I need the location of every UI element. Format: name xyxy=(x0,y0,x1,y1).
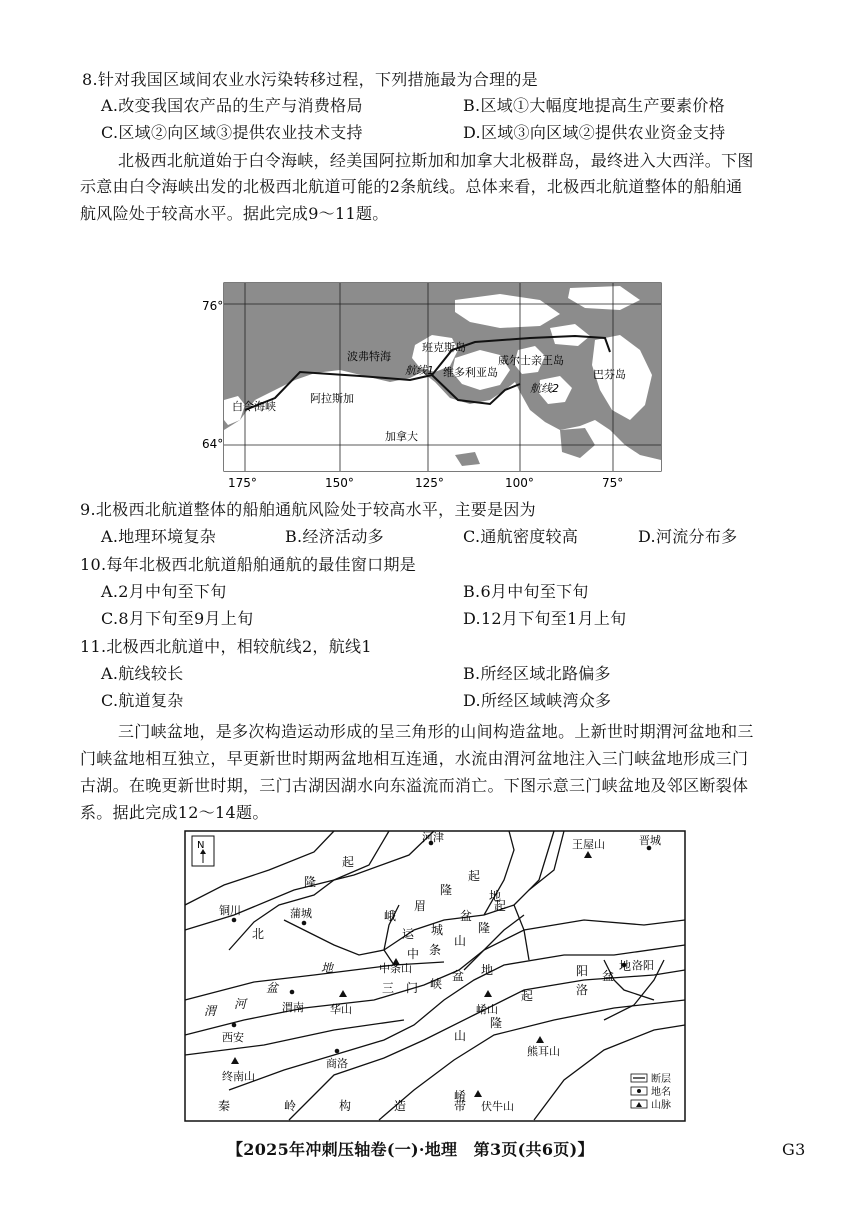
prince-of-wales-island-label: 威尔士亲王岛 xyxy=(498,354,564,367)
legend-place-label: 地名 xyxy=(651,1087,671,1098)
northwest-passage-map xyxy=(200,280,670,490)
region-zt-long-char: 隆 xyxy=(478,921,491,935)
lat-64-label: 64° xyxy=(202,437,224,451)
q8-stem: 8.针对我国区域间农业水污染转移过程，下列措施最为合理的是 xyxy=(82,70,538,89)
region-zt-qi-char: 起 xyxy=(494,899,507,913)
banks-island-label: 班克斯岛 xyxy=(422,341,466,354)
passage1-line2: 示意由白令海峡出发的北极西北航道可能的2条航线。总体来看，北极西北航道整体的船舶通 xyxy=(80,177,743,196)
place-xian: 西安 xyxy=(222,1031,244,1044)
q10-option-d: D.12月下旬至1月上旬 xyxy=(463,609,627,628)
region-xia-char: 峡 xyxy=(430,977,443,991)
q10-option-a: A.2月中旬至下旬 xyxy=(101,582,227,601)
legend-mountain-label: 山脉 xyxy=(651,1100,671,1111)
q8-option-a: A.改变我国农产品的生产与消费格局 xyxy=(101,96,363,115)
region-yao-char: 崤 xyxy=(454,1089,467,1103)
q9-option-b: B.经济活动多 xyxy=(285,527,384,546)
region-long-char: 隆 xyxy=(304,875,317,889)
footer-code: G3 xyxy=(782,1140,806,1159)
passage2-line4: 系。据此完成12～14题。 xyxy=(80,803,269,822)
q8-option-c: C.区域②向区域③提供农业技术支持 xyxy=(101,123,363,142)
q10-option-c: C.8月下旬至9月上旬 xyxy=(101,609,254,628)
lon-150-label: 150° xyxy=(325,476,354,490)
region-yc-pen-char: 盆 xyxy=(460,909,473,923)
q9-option-a: A.地理环境复杂 xyxy=(101,527,217,546)
lat-76-label: 76° xyxy=(202,299,224,313)
lon-125-label: 125° xyxy=(415,476,444,490)
place-legend-icon xyxy=(637,1089,641,1093)
route-2-label: 航线2 xyxy=(530,382,559,395)
baffin-island-label: 巴芬岛 xyxy=(593,368,626,381)
lon-175-label: 175° xyxy=(228,476,257,490)
place-tongchuan: 铜川 xyxy=(219,904,241,917)
region-dai-char: 带 xyxy=(454,1099,467,1113)
region-wh-pen-char: 盆 xyxy=(266,981,279,995)
place-huashan: 华山 xyxy=(330,1003,352,1016)
place-funiushan: 伏牛山 xyxy=(481,1100,514,1113)
region-qin-char: 秦 xyxy=(218,1099,231,1113)
route-1-label: 航线1 xyxy=(405,364,434,377)
q11-stem: 11.北极西北航道中，相较航线2，航线1 xyxy=(80,637,372,656)
region-e-char: 峨 xyxy=(384,909,397,923)
place-hejin: 河津 xyxy=(422,831,444,844)
region-ly-di-char: 地 xyxy=(619,959,632,973)
canada-label: 加拿大 xyxy=(385,430,418,443)
lon-100-label: 100° xyxy=(505,476,534,490)
region-smx-di-char: 地 xyxy=(481,963,494,977)
lon-75-label: 75° xyxy=(602,476,624,490)
passage2-line2: 门峡盆地相互独立，早更新世时期两盆地相互连通，水流由渭河盆地注入三门峡盆地形成三门 xyxy=(80,749,749,768)
passage2-line3: 古湖。在晚更新世时期，三门古湖因湖水向东溢流而消亡。下图示意三门峡盆地及邻区断裂体 xyxy=(80,776,749,795)
region-mei-char: 眉 xyxy=(414,899,427,913)
place-xiongershan: 熊耳山 xyxy=(527,1045,560,1058)
region-emei-qi-char: 起 xyxy=(468,869,481,883)
legend-fault-label: 断层 xyxy=(651,1074,671,1085)
region-he-char: 河 xyxy=(234,997,247,1011)
q10-stem: 10.每年北极西北航道船舶通航的最佳窗口期是 xyxy=(80,555,417,574)
q9-stem: 9.北极西北航道整体的船舶通航风险处于较高水平，主要是因为 xyxy=(80,500,536,519)
region-yun-char: 运 xyxy=(402,927,415,941)
region-smx-pen-char: 盆 xyxy=(452,969,465,983)
place-jincheng: 晋城 xyxy=(639,834,661,847)
region-gou-char: 构 xyxy=(339,1099,352,1113)
footer-title: 【2025年冲刺压轴卷(一)·地理 第3页(共6页)】 xyxy=(227,1140,594,1159)
q11-option-d: D.所经区域峡湾众多 xyxy=(463,691,612,710)
place-wangwushan: 王屋山 xyxy=(572,838,605,851)
region-yc-di-char: 地 xyxy=(489,889,502,903)
region-san-char: 三 xyxy=(382,981,395,995)
q9-option-d: D.河流分布多 xyxy=(638,527,738,546)
region-zao-char: 造 xyxy=(394,1099,407,1113)
q11-option-c: C.航道复杂 xyxy=(101,691,184,710)
place-shangluo: 商洛 xyxy=(326,1057,348,1070)
region-tiao-char: 条 xyxy=(429,943,442,957)
region-men-char: 门 xyxy=(406,981,419,995)
place-yaoshan: 崤山 xyxy=(476,1003,498,1016)
region-qi-char: 起 xyxy=(342,855,355,869)
map-legend xyxy=(631,1072,671,1111)
alaska-label: 阿拉斯加 xyxy=(310,392,354,405)
q9-option-c: C.通航密度较高 xyxy=(463,527,579,546)
place-weinan: 渭南 xyxy=(282,1001,304,1014)
q10-option-b: B.6月中旬至下旬 xyxy=(463,582,589,601)
place-pucheng: 蒲城 xyxy=(290,907,312,920)
region-ling-char: 岭 xyxy=(284,1099,297,1113)
sanmenxia-fault-map xyxy=(184,830,686,1124)
bering-strait-label: 白令海峡 xyxy=(232,400,276,413)
region-ys-shan-char: 山 xyxy=(454,1029,467,1043)
q8-option-b: B.区域①大幅度地提高生产要素价格 xyxy=(463,96,725,115)
place-luoyang: 洛阳 xyxy=(632,959,654,972)
place-zhongnanshan: 终南山 xyxy=(222,1070,255,1083)
passage1-line1: 北极西北航道始于白令海峡，经美国阿拉斯加和加拿大北极群岛，最终进入大西洋。下图 xyxy=(118,151,754,170)
region-emei-long-char: 隆 xyxy=(440,883,453,897)
region-cheng-char: 城 xyxy=(431,923,444,937)
region-yang-char: 阳 xyxy=(576,964,589,978)
q11-option-b: B.所经区域北路偏多 xyxy=(463,664,611,683)
victoria-island-label: 维多利亚岛 xyxy=(443,366,498,379)
north-label: N xyxy=(197,840,205,851)
passage1-line3: 航风险处于较高水平。据此完成9～11题。 xyxy=(80,204,389,223)
region-shan-char: 山 xyxy=(454,934,467,948)
beaufort-sea-label: 波弗特海 xyxy=(347,350,391,363)
region-wh-di-char: 地 xyxy=(321,961,334,975)
region-ly-pen-char: 盆 xyxy=(602,969,615,983)
region-zhong-char: 中 xyxy=(407,947,420,961)
place-zhongtiaoshan: 中条山 xyxy=(379,962,412,975)
passage2-line1: 三门峡盆地，是多次构造运动形成的呈三角形的山间构造盆地。上新世时期渭河盆地和三 xyxy=(118,722,754,741)
region-wei-char: 渭 xyxy=(204,1004,217,1018)
q8-option-d: D.区域③向区域②提供农业资金支持 xyxy=(463,123,726,142)
region-bei-char: 北 xyxy=(252,927,265,941)
region-ys-long-char: 隆 xyxy=(490,1016,503,1030)
region-ys-qi-char: 起 xyxy=(521,989,534,1003)
region-luo-char: 洛 xyxy=(576,983,589,997)
q11-option-a: A.航线较长 xyxy=(101,664,184,683)
